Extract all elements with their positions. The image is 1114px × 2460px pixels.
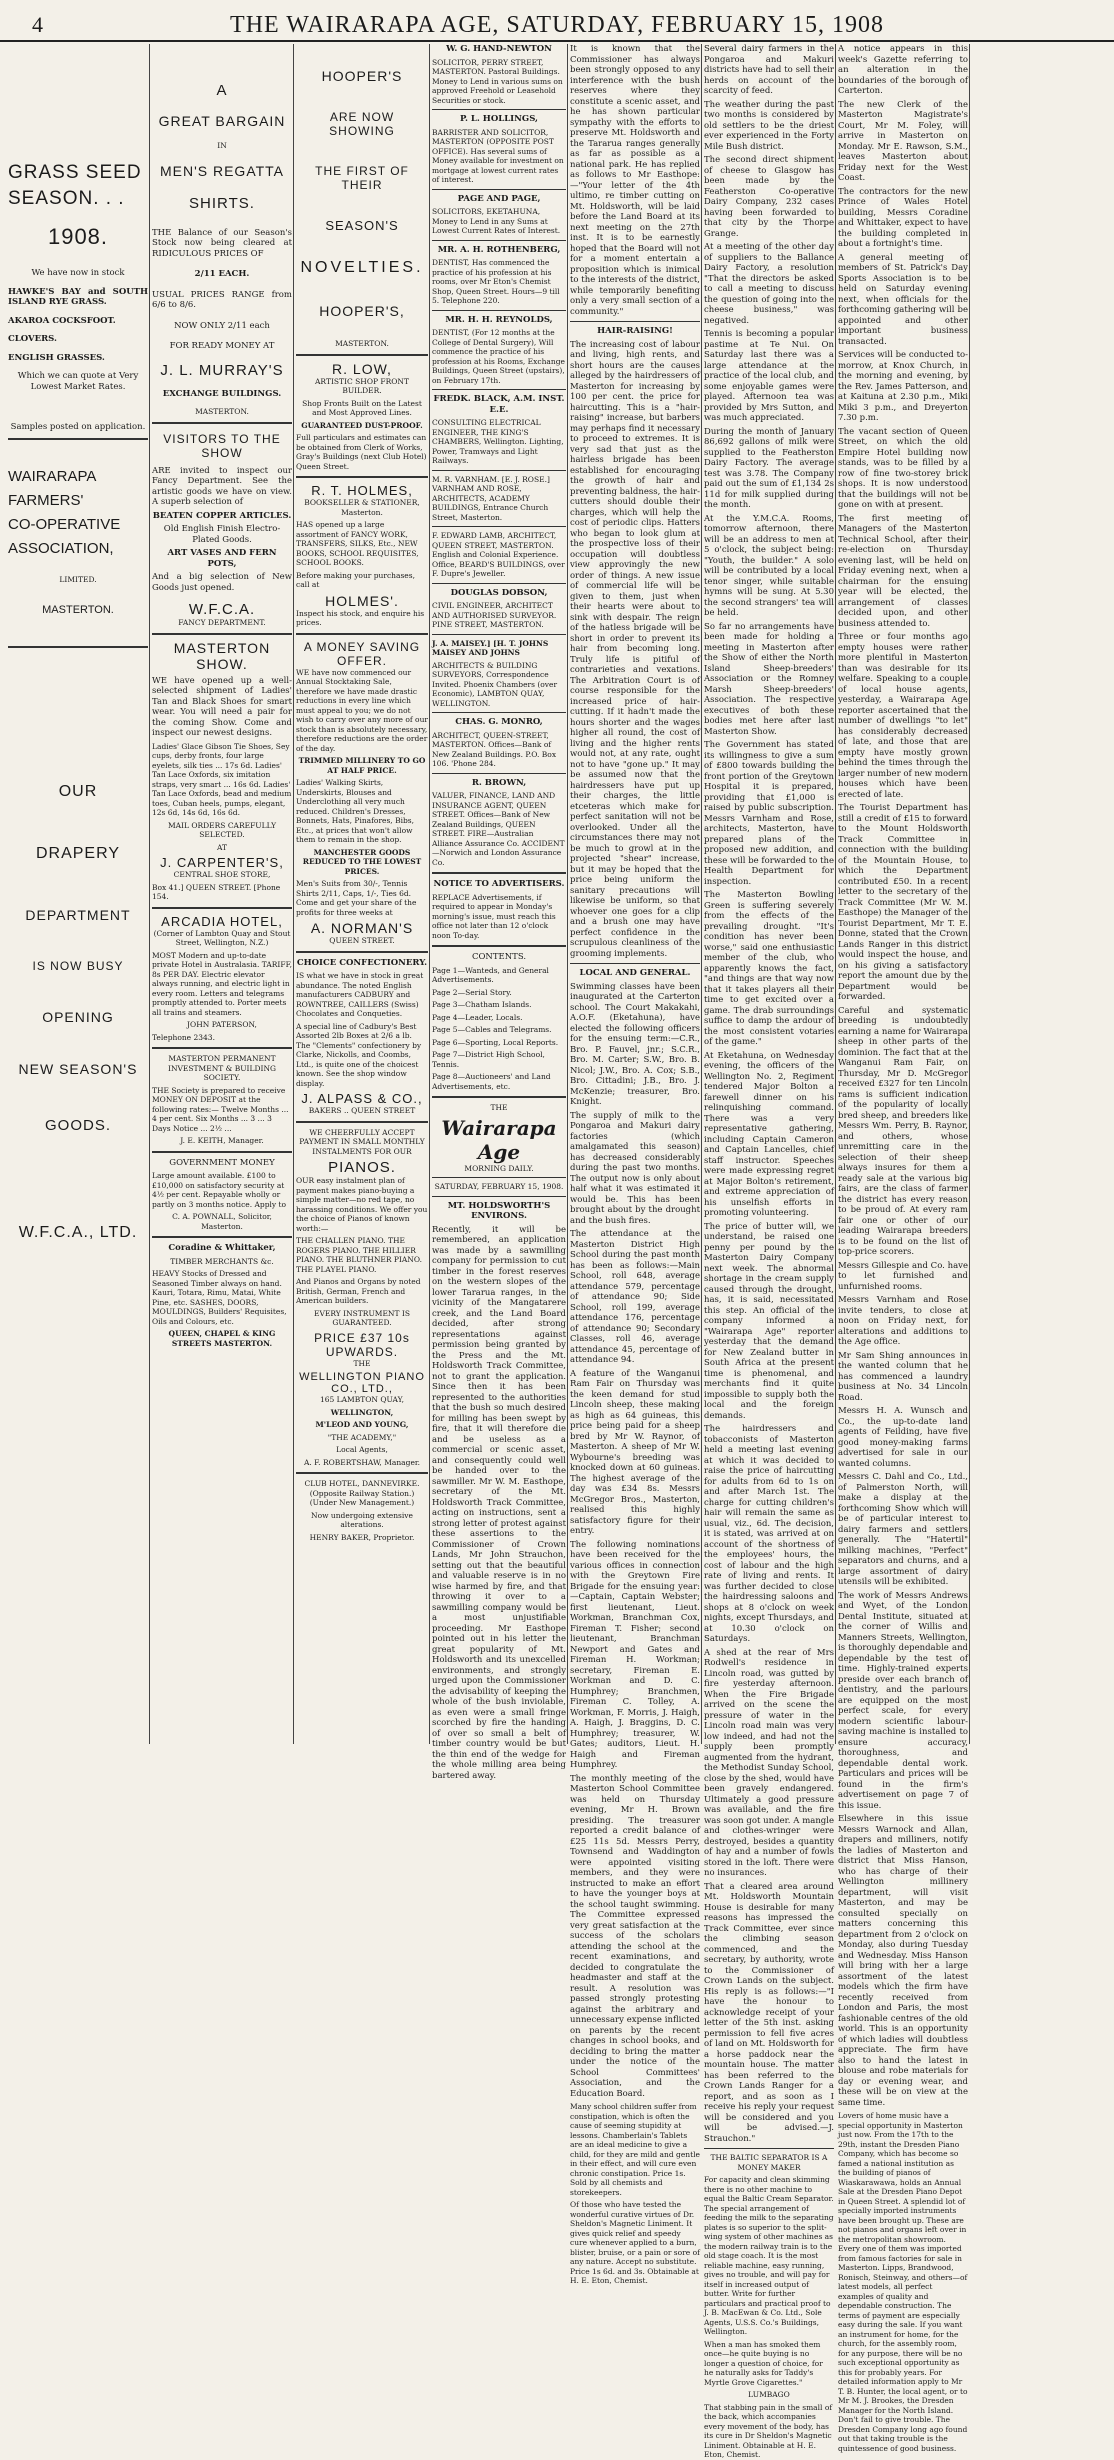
contents-heading: CONTENTS.	[471, 952, 527, 962]
column-rule	[149, 44, 150, 1744]
column-1	[8, 44, 148, 1744]
column-2: A GREAT BARGAIN IN MEN'S REGATTA SHIRTS. THE Balance of our Season's Stock now being cleared at RIDICULOUS PRICES OF 2/11 EACH. USUAL PRICES RANGE from 6/6 to 8/6. NOW ONLY 2/11 each FOR READY MONEY AT J. L. MURRAY'S EXCHANGE BUILDINGS. MASTERTON. VISITORS TO THE SHOW ARE invited to inspect our Fancy Department. See the artistic goods we have on view. A superb selection of BEATEN COPPER ARTICLES. Old English Finish Electro-Plated Goods. ART VASES AND FERN POTS, And a big selection of New Goods just opened. W.F.C.A. FANCY DEPARTMENT. MASTERTON SHOW. WE have opened up a well-selected shipment of Ladies' Tan and Black Shoes for smart wear. You will need a pair for the coming Show. Come and inspect our newest designs. Ladies' Glace Gibson Tie Shoes, Sey cups, derby fronts, four large eyelets, silk ties ... 17s 6d. Ladies' Tan Lace Oxfords, six imitation straps, very smart ... 16s 6d. Ladies' Tan Lace Oxfords, bead and medium toes, Cuban heels, pumps, elegant, 12s 6d, 14s 6d, 16s 6d. MAIL ORDERS CAREFULLY SELECTED. AT J. CARPENTER'S, CENTRAL SHOE STORE, Box 41.] QUEEN STREET. [Phone 154. ARCADIA HOTEL, (Corner of Lambton Quay and Stout Street, Wellington, N.Z.) MOST Modern and up-to-date private Hotel in Australasia. TARIFF, 8s PER DAY. Electric elevator always running, and electric light in every room. Letters and telegrams promptly attended to. Porter meets all trains and steamers. JOHN PATERSON, Telephone 2343. MASTERTON PERMANENT INVESTMENT & BUILDING SOCIETY. THE Society is prepared to receive MONEY ON DEPOSIT at the following rates:— Twelve Months ... 4 per cent. Six Months ... 3 ... 3 Days Notice ... 2½ ... J. E. KEITH, Manager. GOVERNMENT MONEY Large amount available. £100 to £10,000 on satisfactory security at 4½ per cent. Repayable wholly or partly on 3 months notice. Apply to C. A. POWNALL, Solicitor, Masterton. Coradine & Whittaker, TIMBER MERCHANTS &c. HEAVY Stocks of Dressed and Seasoned Timber always on hand. Kauri, Totara, Rimu, Matai, White Pine, etc. SASHES, DOORS, MOULDINGS, Builders' Requisites, Oils and Colours, etc. QUEEN, CHAPEL & KING STREETS MASTERTON.	[152, 82, 292, 1348]
low-name: R. LOW,	[332, 360, 392, 377]
coradine-heading: Coradine & Whittaker,	[168, 1243, 276, 1253]
newspaper-title: THE WAIRARAPA AGE, SATURDAY, FEBRUARY 15, 1908	[230, 12, 884, 38]
wellington-piano-name: WELLINGTON PIANO CO., LTD.,	[299, 1371, 425, 1395]
column-4: W. G. HAND-NEWTON SOLICITOR, PERRY STREET, MASTERTON. Pastoral Buildings. Money to Lend in various sums on approved Freehold or Leasehold Securities or stock. P. L. HOLLINGS, BARRISTER AND SOLICITOR, MASTERTON (OPPOSITE POST OFFICE). Has several sums of Money available for investment on mortgage at lowest current rates of interest. PAGE AND PAGE, SOLICITORS, EKETAHUNA, Money to Lend in any Sums at Lowest Current Rates of Interest. MR. A. H. ROTHENBERG, DENTIST, Has commenced the practice of his profession at his rooms, over Mr Eton's Chemist Shop, Queen Street. Hours—9 till 5. Telephone 220. MR. H. H. REYNOLDS, DENTIST, (For 12 months at the College of Dental Surgery), Will commence the practice of his profession at his Rooms, Exchange Buildings, Queen Street (upstairs), on February 17th. FREDK. BLACK, A.M. INST. E.E. CONSULTING ELECTRICAL ENGINEER, THE KING'S CHAMBERS, Wellington. Lighting, Power, Tramways and Light Railways. M. R. VARNHAM. [E. J. ROSE.] VARNHAM AND ROSE, ARCHITECTS, ACADEMY BUILDINGS, Entrance Church Street, Masterton. F. EDWARD LAMB, ARCHITECT, QUEEN STREET, MASTERTON. English and Colonial Experience. Office, BEARD'S BUILDINGS, over F. Dupre's Jeweller. DOUGLAS DOBSON, CIVIL ENGINEER, ARCHITECT AND AUTHORISED SURVEYOR. PINE STREET, MASTERTON. J. A. MAISEY.] [H. T. JOHNS MAISEY AND JOHNS ARCHITECTS & BUILDING SURVEYORS, Correspondence Invited. Phoenix Chambers (over Economic), LAMBTON QUAY, WELLINGTON. CHAS. G. MONRO, ARCHITECT, QUEEN-STREET, MASTERTON. Offices—Bank of New Zealand Buildings. P.O. Box 106. 'Phone 284. R. BROWN, VALUER, FINANCE, LAND AND INSURANCE AGENT, QUEEN STREET. Offices—Bank of New Zealand Buildings, QUEEN STREET. FIRE—Australian Alliance Assurance Co. ACCIDENT—Norwich and London Assurance Co. NOTICE TO ADVERTISERS. REPLACE Advertisements, if required to appear in Monday's morning's issue, must reach this office not later than 12 o'clock noon To-day. CONTENTS. Page 1—Wanteds, and General Advertisements. Page 2—Serial Story. Page 3—Chatham Islands. Page 4—Leader, Locals. Page 5—Cables and Telegrams. Page 6—Sporting, Local Reports. Page 7—District High School, Tennis. Page 8—Auctioneers' and Land Advertisements, etc. THE Wairarapa Age MORNING DAILY. SATURDAY, FEBRUARY 15, 1908. MT. HOLDSWORTH'S ENVIRONS. Recently, it will be remembered, an application was made by a sawmilling company for permission to cut timber in the forest reserves on the western slopes of the lower Tararua ranges, in the vicinity of the Mangatarere creek, and the Land Board decided, after strong representations against permission being granted by the Press and the Mt. Holdsworth Track Committee, not to grant the application. Since then it has been represented to the authorities that the bush so much desired for milling has been swept by fire, that it will therefore die and be useless as a commercial or scenic asset, and consequently could well be handed over to the sawmiller. Mr W. M. Easthope, secretary of the Mt. Holdsworth Track Committee, acting on instructions, sent a strong letter of protest against these assertions to the Commissioner of Crown Lands, Mr John Strauchon, setting out that the beautiful and valuable reserve is in no wise harmed by fire, and that throwing it over to a sawmilling company would be a most unjustifiable proceeding. Mr Easthope pointed out in his letter the great popularity of Mt. Holdsworth and its unexcelled environments, and strongly urged upon the Commissioner the advisability of keeping the whole of the bush inviolable, as even were a small fringe scorched by fire the handing of over so small a belt of timber country would be but the thin end of the wedge for the whole milling area being bartered away.	[432, 44, 566, 1781]
drapery-line: OPENING	[42, 1009, 114, 1025]
confectionery-heading: CHOICE CONFECTIONERY.	[296, 957, 428, 968]
newspaper-nameplate: Wairarapa Age	[441, 1115, 557, 1164]
bargain-a: A	[216, 82, 228, 99]
contents-item: Page 6—Sporting, Local Reports.	[432, 1037, 559, 1047]
column-rule	[567, 44, 568, 1744]
column-rule	[835, 44, 836, 1744]
drapery-line: IS NOW BUSY	[32, 959, 124, 973]
stock-item: AKAROA COCKSFOOT.	[8, 315, 116, 326]
issue-date: SATURDAY, FEBRUARY 15, 1908.	[434, 1182, 564, 1191]
column-7: A notice appears in this week's Gazette referring to an alteration in the boundaries of the borough of Carterton. The new Clerk of the Masterton Magistrate's Court, Mr M. Foley, will arrive in Masterton on Monday. Mr E. Rawson, S.M., leaves Masterton about Friday next for the West Coast. The contractors for the new Prince of Wales Hotel building, Messrs Coradine and Whittaker, expect to have the building completed in about a fortnight's time. A general meeting of members of St. Patrick's Day Sports Association is to be held on Saturday evening next, when officials for the forthcoming gathering will be appointed and other important business transacted. Services will be conducted to-morrow, at Knox Church, in the morning and evening, by the Rev. James Patterson, and at Kaituna at 2.30 p.m., Miki Miki 3 p.m., and Dreyerton 7.30 p.m. The vacant section of Queen Street, on which the old Empire Hotel building now stands, was to be filled by a row of fine two-storey brick shops. It is now understood that the buildings will not be gone on with at present. The first meeting of Managers of the Masterton Technical School, after their re-election on Thursday evening last, will be held on Friday evening next, when a chairman for the ensuing year will be elected, the arrangement of classes decided upon, and other business attended to. Three or four months ago empty houses were rather more plentiful in Masterton than was desirable for its welfare. Speaking to a couple of local house agents, yesterday, a Wairarapa Age reporter ascertained that the number of dwellings "to let" has considerably decreased of late, and those that are empty have mostly grown behind the times through the larger number of new modern houses which have been erected of late. The Tourist Department has still a credit of £15 to forward to the Mount Holdsworth Track Committee in connection with the building of the Mountain House, to which the Department contributed £50. In a recent letter to the secretary of the Track Committee (Mr W. M. Easthope) the Manager of the Tourist Department, Mr T. E. Donne, stated that the Crown Lands Ranger in this district would inspect the house, and on his giving a satisfactory report the amount due by the Department would be forwarded. Careful and systematic breeding is undoubtedly earning a name for Wairarapa sheep in other parts of the dominion. The fact that at the Wanganui Ram Fair, on Thursday, Mr D. McGregor received £327 for ten Lincoln rams is sufficient indication of the popularity of locally bred sheep, and breeders like Messrs Wm. Perry, B. Raynor, and others, whose unremitting care in the selection of their sheep always insures for them a ready sale at the various big fairs, are the class of farmer the district has every reason to be proud of. At every ram fair one or other of our leading Wairarapa breeders is to be found on the list of top-price scorers. Messrs Gillespie and Co. have to let furnished and unfurnished rooms. Messrs Varnham and Rose invite tenders, to close at noon on Friday next, for alterations and additions to the Age office. Mr Sam Shing announces in the wanted column that he has commenced a laundry business at No. 34 Lincoln Road. Messrs H. A. Wunsch and Co., the up-to-date land agents of Feilding, have five good money-making farms advertised for sale in our wanted columns. Messrs C. Dahl and Co., Ltd., of Palmerston North, will make a display at the forthcoming Show which will be of particular interest to dairy farmers and settlers generally. The "Hatertil" milking machines, "Perfect" separators and churns, and a large assortment of dairy utensils will be exhibited. The work of Messrs Andrews and Wyet, of the London Dental Institute, situated at the corner of Willis and Manners Streets, Wellington, is thoroughly dependable and dependable by the test of time. Highly-trained experts preside over each branch of dentistry, and the parlours are equipped on the most perfect scale, for every modern scientific labour-saving machine is installed to ensure accuracy, thoroughness, and dependable dental work. Particulars and prices will be found in the firm's advertisement on page 7 of this issue. Elsewhere in this issue Messrs Warnock and Allan, drapers and milliners, notify the ladies of Masterton and district that Miss Hanson, who has charge of their Wellington millinery department, will visit Masterton, and may be consulted specially on matters concerning this department from 2 o'clock on Monday, also during Tuesday and Wednesday. Miss Hanson will bring with her a large assortment of the latest models which the firm have recently received from London and Paris, the most fashionable centres of the old world. This is an opportunity of which ladies will doubtless appreciate. The firm have also to hand the latest in blouse and robe materials for day or evening wear, and these will be on view at the same time. Lovers of home music have a special opportunity in Masterton just now. From the 17th to the 29th, instant the Dresden Piano Company, which has become so famed a national institution as the building of pianos of Wiaskarawawa, holds an Annual Sale at the Dresden Piano Depot in Queen Street. A splendid lot of specially imported instruments have been brought up. These are not pianos and organs left over in the metropolitan showroom. Every one of them was imported from famous factories for sale in Masterton. Lipps, Brandwood, Ronisch, Steinway, and others—of latest models, all perfect examples of quality and dependable construction. The terms of payment are especially easy during the sale. If you want an instrument for home, for the church, for the assembly room, for any purpose, there will be no such exceptional opportunity as this for probably years. For detailed information apply to Mr T. B. Hunter, the local agent, or to Mr M. J. Brookes, the Dresden Manager for the North Island. Don't fail to give trouble. The Dresden Company long ago found out that taking trouble is the quintessence of good business.	[838, 44, 968, 2453]
contents-item: Page 1—Wanteds, and General Advertisements.	[432, 965, 549, 984]
quote-text: Which we can quote at Very Lowest Market Rates.	[17, 371, 139, 392]
murray-name: J. L. MURRAY'S	[160, 361, 284, 379]
wfca-signature: W.F.C.A., LTD.	[18, 1224, 138, 1241]
hoopers-heading: HOOPER'S	[321, 68, 403, 84]
carpenter-name: J. CARPENTER'S,	[160, 855, 284, 870]
norman-name: A. NORMAN'S	[310, 920, 414, 936]
contents-item: Page 3—Chatham Islands.	[432, 1000, 532, 1009]
pianos-heading: PIANOS.	[328, 1159, 396, 1176]
alpass-name: J. ALPASS & CO.,	[301, 1091, 423, 1106]
grass-seed-heading-2: SEASON. . .	[8, 188, 125, 209]
notice-heading: NOTICE TO ADVERTISERS.	[433, 879, 565, 889]
contents-item: Page 2—Serial Story.	[432, 987, 512, 997]
page-number: 4	[32, 12, 43, 37]
limited-label: LIMITED.	[59, 574, 97, 584]
contents-item: Page 5—Cables and Telegrams.	[432, 1025, 552, 1034]
editorial-heading: MT. HOLDSWORTH'S ENVIRONS.	[447, 1200, 551, 1221]
editorial-body: Recently, it will be remembered, an application was made by a sawmilling company for permission to cut timber in the forest reserves on the western slopes of the lower Tararua ranges, in the vicinity of the Mangatarere creek, and the Land Board decided, after strong representations against permission being granted by the Press and the Mt. Holdsworth Track Committee, not to grant the application. Since then it has been represented to the authorities that the bush so much desired for milling has been swept by fire, that it will therefore die and be useless as a commercial or scenic asset, and consequently could well be handed over to the sawmiller. Mr W. M. Easthope, secretary of the Mt. Holdsworth Track Committee, acting on instructions, sent a strong letter of protest against these assertions to the Commissioner of Crown Lands, Mr John Strauchon, setting out that the beautiful and valuable reserve is in no wise harmed by fire, and that throwing it over to a sawmilling company would be a most unjustifiable proceeding. Mr Easthope pointed out in his letter the great popularity of Mt. Holdsworth and its unexcelled environments, and strongly urged upon the Commissioner the advisability of keeping the whole of the bush inviolable, as even were a small fringe scorched by fire the handing of over so small a belt of timber country would be but the thin end of the wedge for the whole milling area being bartered away.	[432, 1224, 566, 1781]
visitors-heading: VISITORS TO THE SHOW	[163, 431, 281, 460]
drapery-line: OUR	[58, 783, 98, 800]
column-3: HOOPER'S ARE NOW SHOWING THE FIRST OF THEIR SEASON'S NOVELTIES. HOOPER'S, MASTERTON. R. LOW, ARTISTIC SHOP FRONT BUILDER. Shop Fronts Built on the Latest and Most Approved Lines. GUARANTEED DUST-PROOF. Full particulars and estimates can be obtained from Clerk of Works, Gray's Buildings (next Club Hotel) Queen Street. R. T. HOLMES, BOOKSELLER & STATIONER, Masterton. HAS opened up a large assortment of FANCY WORK, TRANSFERS, SILKS, Etc., NEW BOOKS, SCHOOL REQUISITES, SCHOOL BOOKS. Before making your purchases, call at HOLMES'. Inspect his stock, and enquire his prices. A MONEY SAVING OFFER. WE have now commenced our Annual Stocktaking Sale, therefore we have made drastic reductions in every line which must appeal to you; we do not wish to carry over any more of our stock than is absolutely necessary, therefore reductions are the order of the day. TRIMMED MILLINERY TO GO AT HALF PRICE. Ladies' Walking Skirts, Underskirts, Blouses and Underclothing all very much reduced. Children's Dresses, Bonnets, Hats, Pinafores, Bibs, Etc., at prices that won't allow them to remain in the shop. MANCHESTER GOODS REDUCED TO THE LOWEST PRICES. Men's Suits from 30/-, Tennis Shirts 2/11, Caps, 1/-, Ties 6d. Come and get your share of the profits for three weeks at A. NORMAN'S QUEEN STREET. CHOICE CONFECTIONERY. IS what we have in stock in great abundance. The noted English manufacturers CADBURY and ROWNTREE, CAILLERS (Swiss) Chocolates and Conqueties. A special line of Cadbury's Best Assorted 2lb Boxes at 2/6 a lb. The "Clements" confectionery by Clarke, Nickolls, and Coombs, Ltd., is quite one of the choicest known. See the shop window display. J. ALPASS & CO., BAKERS .. QUEEN STREET WE CHEERFULLY ACCEPT PAYMENT IN SMALL MONTHLY INSTALMENTS FOR OUR PIANOS. OUR easy instalment plan of payment makes piano-buying a simple matter—no red tape, no harassing conditions. We offer you the choice of Pianos of known worth:— THE CHALLEN PIANO. THE ROGERS PIANO. THE HILLIER PIANO. THE BLUTHNER PIANO. THE PLAYEL PIANO. And Pianos and Organs by noted British, German, French and American builders. EVERY INSTRUMENT IS GUARANTEED. PRICE £37 10s UPWARDS. THE WELLINGTON PIANO CO., LTD., 165 LAMBTON QUAY, WELLINGTON, M'LEOD AND YOUNG, "THE ACADEMY," Local Agents, A. F. ROBERTSHAW, Manager. CLUB HOTEL, DANNEVIRKE. (Opposite Railway Station.) (Under New Management.) Now undergoing extensive alterations. HENRY BAKER, Proprietor.	[296, 68, 428, 1542]
column-6: Several dairy farmers in the Pongaroa and Makuri districts have had to sell their herds on account of the scarcity of feed. The weather during the past two months is considered by old settlers to be the driest ever experienced in the Forty Mile Bush district. The second direct shipment of cheese to Glasgow has been made by the Featherston Co-operative Dairy Company, 232 cases having been forwarded to that city by the Thorpe Grange. At a meeting of the other day of suppliers to the Ballance Dairy Factory, a resolution "That the directors be asked to call a meeting to discuss the question of going into the cheese business," was negatived. Tennis is becoming a popular pastime at Te Nui. On Saturday last there was a large attendance at the practice of the local club, and some enjoyable games were played. Afternoon tea was provided by Mrs Sutton, and was much appreciated. During the month of January 86,692 gallons of milk were supplied to the Featherston Dairy Factory. The average test was 3.78. The Company paid out the sum of £1,134 2s 11d for milk supplied during the month. At the Y.M.C.A. Rooms, tomorrow afternoon, there will be an address to men at 5 o'clock, the subject being: "Youth, the builder." A solo will be contributed by a local tenor singer, while suitable hymns will be sung. At 5.30 the second strangers' tea will be held. So far no arrangements have been made for holding a meeting in Masterton after the Show of either the North Island Sheep-breeders' Association or the Romney Marsh Sheep-breeders' Association. The respective executives of both these bodies met here after last Masterton Show. The Government has stated its willingness to give a sum of £800 towards building the front portion of the Greytown Hospital it is prepared, providing that £1,000 is raised by public subscription. Messrs Varnham and Rose, architects, Masterton, have prepared plans of the proposed new addition, and these will be forwarded to the Health Department for inspection. The Masterton Bowling Green is suffering severely from the effects of the prevailing drought. "It's condition has never been worse," said one enthusiastic member of the club, who apparently knows the fact, "and things are that way now that it takes players all their time to get excited over a game. The drab surroundings suffice to damp the ardour of the most consistent votaries of the game." At Eketahuna, on Wednesday evening, the officers of the Wellington No. 2, Regiment tendered Major Bolton a farewell dinner on his relinquishing command. There was a very representative gathering, including Captain Cameron and Captain Lancelles, chief staff instructor. Speeches were made expressing regret at Major Bolton's retirement, and extreme appreciation of his unselfish efforts in promoting volunteering. The price of butter will, we understand, be raised one penny per pound by the Masterton Dairy Company next week. The abnormal shortage in the cream supply caused through the drought, has, it is said, necessitated this step. An official of the company informed a "Wairarapa Age" reporter yesterday that the demand for New Zealand butter in South Africa at the present time is phenomenal, and merchants find it quite impossible to supply both the local and the foreign demands. The hairdressers and tobacconists of Masterton held a meeting last evening at which it was decided to raise the price of haircutting for adults from 6d to 1s on and after March 1st. The charge for cutting children's hair will remain the same as usual, viz., 6d. The decision, it is stated, was arrived at on account of the shortness of the employees' hours, the cost of labour and the high rate of living and rents. It was further decided to close the hairdressing saloons and shops at 8 o'clock on week nights, except Thursdays, and at 10.30 o'clock on Saturdays. A shed at the rear of Mrs Rodwell's residence in Lincoln road, was gutted by fire yesterday afternoon. When the Fire Brigade arrived on the scene the pressure of water in the Lincoln road main was very low indeed, and had not the supply been promptly augmented from the hydrant, the Methodist Sunday School, close by the shed, would have been gravely endangered. Ultimately a good pressure was available, and the fire was soon got under. A mangle and clothes-wringer were destroyed, besides a quantity of hay and a number of fowls stored in the loft. There were no insurances. That a cleared area around Mt. Holdsworth Mountain House is desirable for many reasons has impressed the Track Committee, ever since the climbing season commenced, and the secretary, by authority, wrote to the Commissioner of Crown Lands on the subject. His reply is as follows:—"I have the honour to acknowledge receipt of your letter of the 5th inst. asking permission to fell five acres of land on Mt. Holdsworth for a horse paddock near the mountain house. The matter has been referred to the Crown Lands Ranger for a report, and as soon as I receive his reply your request will be considered and you will be advised.—J. Strauchon." THE BALTIC SEPARATOR IS A MONEY MAKER For capacity and clean skimming there is no other machine to equal the Baltic Cream Separator. The special arrangement of feeding the milk to the separating plates is so superior to the split-wing system of other machines as the modern railway train is to the old stage coach. It is the most reliable machine, easy running, gives no trouble, and will pay for itself in increased output of butter. Write for further particulars and practical proof to J. B. MacEwan & Co. Ltd., Sole Agents, U.S.S. Co.'s Buildings, Wellington. When a man has smoked them once—he quite buying is no longer a question of choice, for he naturally asks for Taddy's Myrtle Grove Cigarettes." LUMBAGO That stabbing pain in the small of the back, which accompanies every movement of the body, has its cure in Dr Sheldon's Magnetic Liniment. Obtainable at H. E. Eton, Chemist.	[704, 44, 834, 2459]
holmes-name: R. T. HOLMES,	[311, 483, 413, 498]
stock-item: ENGLISH GRASSES.	[8, 352, 105, 363]
column-rule	[429, 44, 430, 1744]
grass-seed-heading: GRASS SEED	[8, 162, 142, 183]
masthead	[0, 0, 1114, 42]
local-general-heading: LOCAL AND GENERAL.	[579, 968, 691, 978]
bargain-heading: GREAT BARGAIN	[158, 113, 286, 129]
drapery-line: DEPARTMENT	[25, 907, 131, 923]
novelties-heading: NOVELTIES.	[300, 259, 424, 276]
stock-item: CLOVERS.	[8, 334, 57, 344]
column-rule	[969, 44, 970, 1744]
drapery-line: GOODS.	[44, 1117, 111, 1134]
drapery-line: DRAPERY	[35, 845, 121, 862]
column-rule	[701, 44, 702, 1744]
regatta-heading: MEN'S REGATTA	[159, 162, 285, 179]
show-heading: MASTERTON SHOW.	[173, 639, 271, 672]
shirts-heading: SHIRTS.	[189, 194, 255, 212]
year-heading: 1908.	[47, 224, 109, 249]
contents-item: Page 7—District High School, Tennis.	[432, 1050, 545, 1069]
samples-text: Samples posted on application.	[10, 422, 146, 432]
town-label: MASTERTON.	[42, 604, 114, 616]
association-name: WAIRARAPA FARMERS' CO-OPERATIVE ASSOCIATION,	[8, 467, 121, 557]
money-saving-heading: A MONEY SAVING OFFER.	[303, 639, 421, 668]
balance-text: THE Balance of our Season's Stock now being cleared at RIDICULOUS PRICES OF	[152, 227, 292, 259]
arcadia-heading: ARCADIA HOTEL,	[161, 913, 283, 929]
column-rule	[293, 44, 294, 1744]
stock-item: HAWKE'S BAY and SOUTH ISLAND RYE GRASS.	[8, 286, 148, 307]
contents-item: Page 8—Auctioneers' and Land Advertisements, etc.	[432, 1072, 551, 1091]
stock-intro: We have now in stock	[31, 268, 125, 278]
piano-price: PRICE £37 10s UPWARDS.	[314, 1330, 410, 1359]
column-5: It is known that the Commissioner has always been strongly opposed to any interference with the bush reserves where they constitute a scenic asset, and he has shown particular sympathy with the efforts to preserve Mt. Holdsworth and the Tararua ranges generally as far as possible as a national park. He has replied as follows to Mr Easthope:—"Your letter of the 4th ultimo, re timber cutting on Mt. Holdsworth, will be laid before the Land Board at its next meeting on the 27th inst. It is to be earnestly hoped that the Board will not for a moment entertain a proposition which is inimical to the interests of the district, while temporarily benefiting only a very small section of a community." HAIR-RAISING! The increasing cost of labour and living, high rents, and short hours are the causes alleged by the hairdressers of Masterton for increasing by 100 per cent. the price for haircutting. This is a "hair-raising" increase, but barbers may perhaps find it necessary to proceed to extremes. It is very sad that just as the hairless brigade has been established for encouraging the growth of hair and preventing baldness, the hair-cutters should double their charges, which will help the cost of periodic clips. Hatters who began to look glum at the prospective loss of their occupation will doubtless view approvingly the new order of things. A new issue of commercial life will be given to them, just when their hearts were about to sink with despair. The reign of the hatless brigade will be short in order to prevent its hair from becoming long. Truly life is pitiful of contrarieties and vexations. The Arbitration Court is of course responsible for the increased price of hair-cutting. If it hadn't made the hours shorter and the wages higher all round, the cost of living and the higher rents would not, at any rate, ought not to have "gone up." It may be assumed now that the hairdressers have put up their charges, the little etceteras which make for perfect sanitation will not be overlooked. Under all the circumstances there may not be much to growl at in the projected "shear" increase, but it may be hoped that the price being uniform the sanitary precautions will likewise be uniform, so that whoever one goes for a clip and a brush one may have perfect confidence in the scrupulous cleanliness of the grooming implements. LOCAL AND GENERAL. Swimming classes have been inaugurated at the Carterton school. The Court Makakahi, A.O.F. (Eketahuna), have elected the following officers for the ensuing term:—C.R., Bro. P. Fauvel, jnr.; S.C.R., Bro. M. Carter; S.W., Bro. B. Nicol; J.W., Bro. A. Cox; S.B., Bro. Cittadini; J.B., Bro. J. McKenzie; treasurer, Bro. Knight. The supply of milk to the Pongaroa and Makuri dairy factories (which amalgamated this season) has decreased considerably during the past two months. The output now is only about half what it was estimated it would be. This has been brought about by the drought and the bush fires. The attendance at the Masterton District High School during the past month has been as follows:—Main School, roll 648, average attendance 579, percentage of attendance 90; Side School, roll 199, average attendance 176, percentage of attendance 90; Secondary Classes, roll 46, average attendance 45, percentage of attendance 94. A feature of the Wanganui Ram Fair on Thursday was the keen demand for stud Lincoln sheep, these making as high as 64 guineas, this price being paid for a sheep bred by Mr W. Raynor, of Masterton. A sheep of Mr W. Wybourne's breeding was knocked down at 60 guineas. The highest average of the day was £34 8s. Messrs McGregor Bros., Masterton, realised this highly satisfactory figure for their entry. The following nominations have been received for the various offices in connection with the Greytown Fire Brigade for the ensuing year:—Captain, Captain Webster; first lieutenant, Lieut. Workman, Branchman Cox, Fireman T. Fisher; second lieutenant, Branchman Newport and Gates and Fireman H. Workman; secretary, Fireman E. Workman and D. C. Humphrey; Branchmen, Fireman C. Tolley, A. Workman, F. Morris, J. Haigh, A. Haigh, J. Braggins, D. C. Humphrey; treasurer, W. Gates; auditors, Lieut. H. Haigh and Fireman Humphrey. The monthly meeting of the Masterton School Committee was held on Thursday evening, Mr H. Brown presiding. The treasurer reported a credit balance of £25 11s 5d. Messrs Perry, Townsend and Waddington were appointed visiting members, and they were instructed to make an effort to have the younger boys at the school taught swimming. The Committee expressed very great satisfaction at the success of the scholars attending the school at the recent examinations, and decided to congratulate the headmaster and staff at the result. A resolution was passed strongly protesting against the arbitrary and unnecessary expense inflicted on parents by the recent changes in school books, and deciding to bring the matter under the notice of the School Committees' Association, and the Education Board. Many school children suffer from constipation, which is often the cause of seeming stupidity at lessons. Chamberlain's Tablets are an ideal medicine to give a child, for they are mild and gentle in their effect, and will cure even chronic constipation. Price 1s. Sold by all chemists and storekeepers. Of those who have tested the wonderful curative virtues of Dr. Sheldon's Magnetic Liniment. It gives quick relief and speedy cure whenever applied to a burn, blister, bruise, or a pain or sore of any nature. Accept no substitute. Price 1s 6d. and 3s. Obtainable at H. E. Eton, Chemist.	[570, 44, 700, 2285]
baltic-heading: THE BALTIC SEPARATOR IS A MONEY MAKER	[710, 2153, 828, 2172]
contents-item: Page 4—Leader, Locals.	[432, 1012, 523, 1022]
hair-raising-heading: HAIR-RAISING!	[597, 326, 673, 336]
drapery-line: NEW SEASON'S	[18, 1061, 138, 1077]
wfca-fancy: W.F.C.A.	[188, 601, 256, 618]
